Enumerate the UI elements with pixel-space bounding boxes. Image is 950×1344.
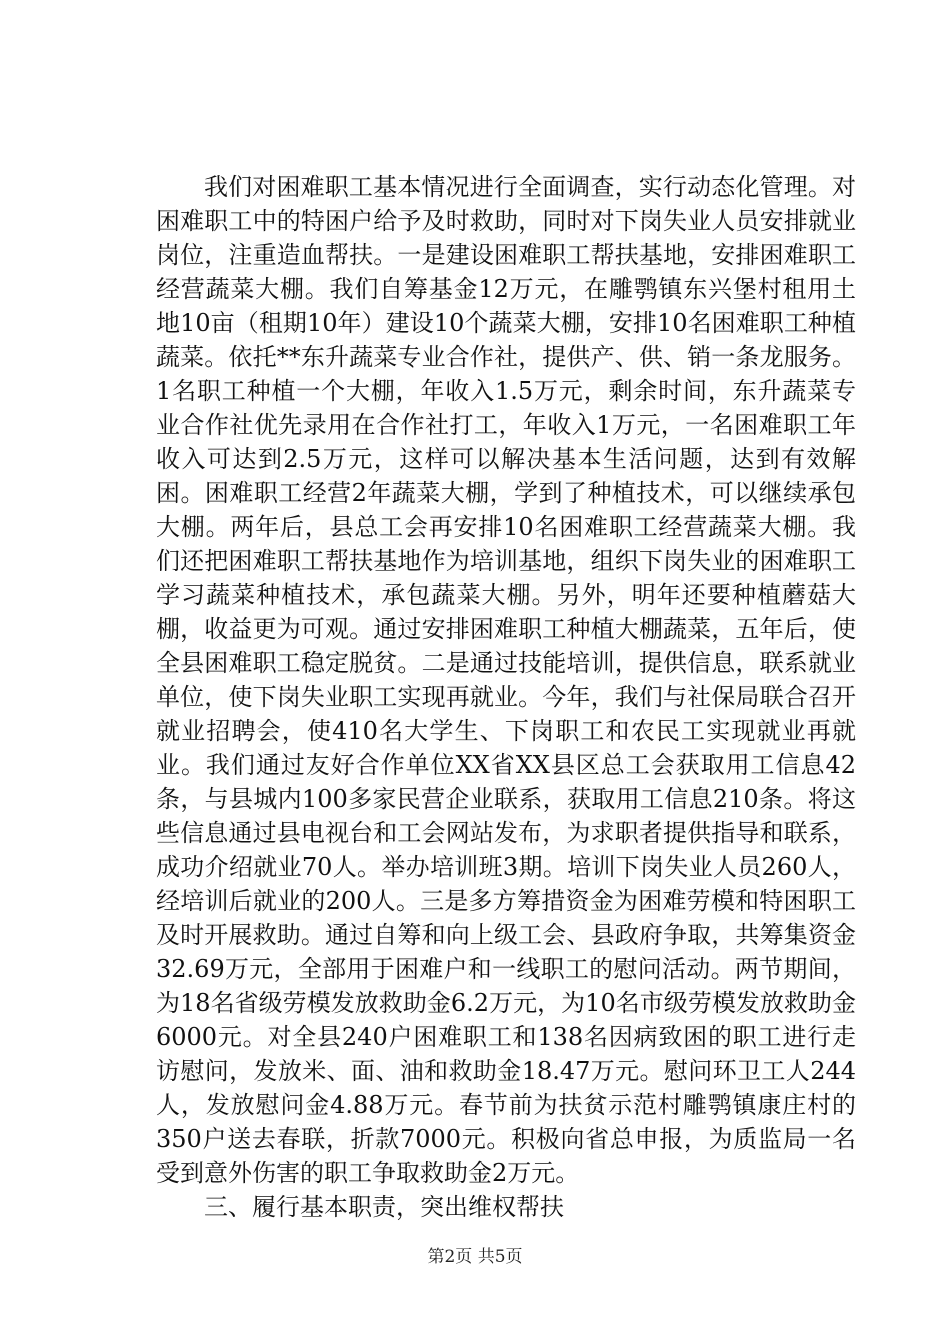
page-indicator: 第2页 共5页 [427, 1247, 523, 1267]
section-heading: 三、履行基本职责，突出维权帮扶 [204, 1193, 564, 1221]
body-paragraph: 我们对困难职工基本情况进行全面调查，实行动态化管理。对困难职工中的特困户给予及时救助，同时对下岗失业人员安排就业岗位，注重造血帮扶。一是建设困难职工帮扶基地，安排困难职工经营蔬菜大棚。我们自筹基金12万元，在雕鹗镇东兴堡村租用土地10亩（租期10年）建设10个蔬菜大棚，安排10名困难职工种植蔬菜。依托**东升蔬菜专业合作社，提供产、供、销一条龙服务。1名职工种植一个大棚，年收入1.5万元，剩余时间，东升蔬菜专业合作社优先录用在合作社打工，年收入1万元，一名困难职工年收入可达到2.5万元，这样可以解决基本生活问题，达到有效解困。困难职工经营2年蔬菜大棚，学到了种植技术，可以继续承包大棚。两年后，县总工会再安排10名困难职工经营蔬菜大棚。我们还把困难职工帮扶基地作为培训基地，组织下岗失业的困难职工学习蔬菜种植技术，承包蔬菜大棚。另外，明年还要种植蘑菇大棚，收益更为可观。通过安排困难职工种植大棚蔬菜，五年后，使全县困难职工稳定脱贫。二是通过技能培训，提供信息，联系就业单位，使下岗失业职工实现再就业。今年，我们与社保局联合召开就业招聘会，使410名大学生、下岗职工和农民工实现就业再就业。我们通过友好合作单位XX省XX县区总工会获取用工信息42条，与县城内100多家民营企业联系，获取用工信息210条。将这些信息通过县电视台和工会网站发布，为求职者提供指导和联系，成功介绍就业70人。举办培训班3期。培训下岗失业人员260人，经培训后就业的200人。三是多方筹措资金为困难劳模和特困职工及时开展救助。通过自筹和向上级工会、县政府争取，共筹集资金32.69万元，全部用于困难户和一线职工的慰问活动。两节期间，为18名省级劳模发放救助金6.2万元，为10名市级劳模发放救助金6000元。对全县240户困难职工和138名因病致困的职工进行走访慰问，发放米、面、油和救助金18.47万元。慰问环卫工人244人，发放慰问金4.88万元。春节前为扶贫示范村雕鹗镇康庄村的350户送去春联，折款7000元。积极向省总申报，为质监局一名受到意外伤害的职工争取救助金2万元。 [156, 173, 856, 1187]
document-body [156, 170, 856, 1224]
